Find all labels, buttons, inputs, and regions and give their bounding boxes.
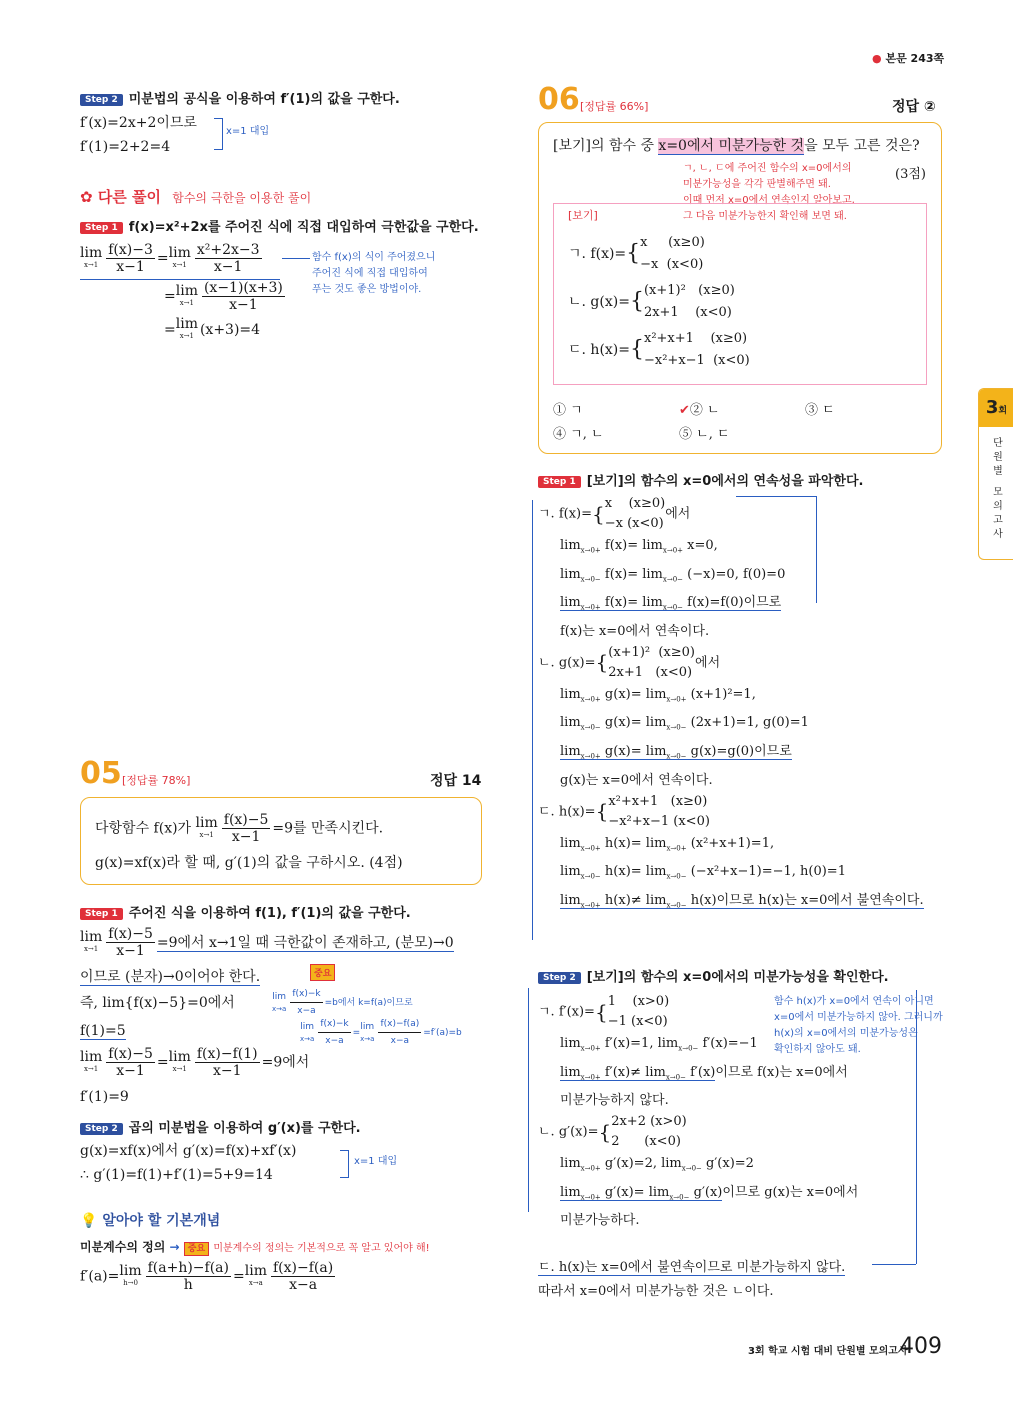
q06-blue-note: 함수 h(x)가 x=0에서 연속이 아니면 x=0에서 미분가능하지 않아. 그러니까 h(x)의 x=0에서의 미분가능성은 확인하지 않아도 돼. xyxy=(774,996,943,1055)
q06-conclusion1: ㄷ. h(x)는 x=0에서 불연속이므로 미분가능하지 않다. xyxy=(538,1260,846,1275)
alt-solution-subtitle: 함수의 극한을 이용한 풀이 xyxy=(172,191,312,205)
question-number: 05 xyxy=(80,756,122,791)
step-badge: Step 2 xyxy=(80,1123,123,1135)
q05-step1-heading xyxy=(80,902,411,921)
step-text: 미분법의 공식을 이용하여 f′(1)의 값을 구한다. xyxy=(128,92,400,107)
alt-solution-math: lim x→1 $\frac{f(x)-3}{x-1}$ =lim x→1 $\frac{\text{x²+2x−3}}{x-1}$ =lim x→1 $\frac{(x-1)(x+3)}{x-1}$ =lim x→1 (x+3)=4 xyxy=(80,242,283,340)
reference-text: 본문 243쪽 xyxy=(885,52,945,65)
q05-step1-line3: 즉, lim{f(x)−5}=0에서 xyxy=(80,995,235,1011)
concept-label-row xyxy=(80,1238,430,1257)
substitute-note: x=1 대입 xyxy=(226,126,270,137)
q06-step2-heading xyxy=(538,966,889,985)
circle-icon: ● xyxy=(872,52,882,65)
prompt: [보기]의 함수 중 x=0에서 미분가능한 것을 모두 고른 것은? xyxy=(553,138,920,154)
correct-rate: [정답률 66%] xyxy=(580,100,649,113)
q05-step2-line1: g(x)=xf(x)에서 g′(x)=f(x)+xf′(x) xyxy=(80,1143,297,1159)
q05-note2: lim x→a $\frac{f(x)-k}{x-a}$ =lim x→a $\frac{f(x)-f(a)}{x-a}$ =f′(a)=b xyxy=(300,1016,462,1049)
page-number: 409 xyxy=(900,1334,942,1359)
bracket-connector xyxy=(214,118,223,150)
flower-icon: ✿ xyxy=(80,188,93,206)
derivative-line-1: f′(x)=2x+2이므로 xyxy=(80,115,197,131)
q05-step2-heading xyxy=(80,1117,361,1136)
side-tab-label: 단원별 모의고사 xyxy=(990,437,1002,543)
q05-step1-line6: f′(1)=9 xyxy=(80,1089,129,1105)
q06-step1-work: ㄱ. f(x)={x (x≥0) −x (x<0)에서 $\lim_{x\to 0+} f(x)= \lim_{x\to 0+} x=0$, $\lim_{x\to 0-} f(x)= \lim_{x\to 0-} (-x)=0$, f(0)=0 $\lim_{x\to 0+} f(x)= \lim_{x\to 0-} f(x)=f(0)$이므로 f(x)는 x=0에서 연속이다. ㄴ. g(x)={(x+1)² (x≥0) 2x+1 (x<0)에서 $\lim_{x\to 0+} g(x)= \lim_{x\to 0+} (x+1)^2=1$, $\lim_{x\to 0-} g(x)= \lim_{x\to 0-} (2x+1)=1$, g(0)=1 $\lim_{x\to 0+} g(x)= \lim_{x\to 0-} g(x)=g(0)$이므로 g(x)는 x=0에서 연속이다. ㄷ. h(x)={x²+x+1 (x≥0) −x²+x−1 (x<0) $\lim_{x\to 0+} h(x)= \lim_{x\to 0+} (x^2+x+1)=1$, $\lim_{x\to 0-} h(x)= \lim_{x\to 0-} (-x^2+x-1)=-1$, h(0)=1 $\lim_{x\to 0+} h(x)\ne \lim_{x\to 0-} h(x)$이므로 h(x)는 x=0에서 불연속이다. xyxy=(538,496,924,910)
left-step2-heading xyxy=(80,88,400,107)
connector-line xyxy=(528,988,535,1212)
prompt-text: g(x)=xf(x)라 할 때, g′(1)의 값을 구하시오. (4점) xyxy=(95,855,403,871)
step-badge: Step 2 xyxy=(80,94,123,106)
side-tab-number: 3회 xyxy=(979,389,1013,427)
underline xyxy=(80,279,280,280)
concept-title: 💡 알아야 할 기본개념 xyxy=(80,1213,221,1229)
choice-5[interactable]: ⑤ ㄴ, ㄷ xyxy=(679,427,730,442)
bracket-connector xyxy=(340,1150,349,1178)
step-badge: Step 1 xyxy=(80,908,123,920)
question-box xyxy=(538,122,942,454)
arrow-connector xyxy=(872,1264,916,1265)
choice-3[interactable]: ③ ㄷ xyxy=(805,403,835,418)
step-text: [보기]의 함수의 x=0에서의 연속성을 파악한다. xyxy=(586,474,864,489)
step-badge: Step 1 xyxy=(538,476,581,488)
answer: 정답 14 xyxy=(430,773,482,789)
prompt-text: 다항함수 f(x)가 xyxy=(95,820,192,837)
important-badge: 중요 xyxy=(310,964,335,981)
step-badge: Step 2 xyxy=(538,972,581,984)
concept-label: 미분계수의 정의 xyxy=(80,1240,166,1254)
q05-step1-line1: lim x→1 $\frac{f(x)-5}{x-1}$ =9에서 x→1일 때 극한값이 존재하고, (분모)→0 xyxy=(80,926,454,959)
step-text: 곱의 미분법을 이용하여 g′(x)를 구한다. xyxy=(128,1121,361,1136)
choice-1[interactable]: ① ㄱ xyxy=(553,403,583,418)
q05-step1-line2: 이므로 (분자)→0이어야 한다. xyxy=(80,969,261,985)
checkmark-icon: ✔ xyxy=(679,403,690,418)
bogi-label: [보기] xyxy=(568,209,598,222)
footer-text: 3회 학교 시험 대비 단원별 모의고사 xyxy=(748,1346,908,1357)
q05-step2-line2: ∴ g′(1)=f(1)+f′(1)=5+9=14 xyxy=(80,1167,273,1183)
q05-step1-line4: f(1)=5 xyxy=(80,1023,126,1039)
alt-solution-title: ✿ 다른 풀이 함수의 극한을 이용한 풀이 xyxy=(80,188,312,206)
connector-line xyxy=(916,990,917,1264)
choice-4[interactable]: ④ ㄱ, ㄴ xyxy=(553,427,604,442)
q06-step2-work: ㄱ. f′(x)={1 (x>0) −1 (x<0) $\lim_{x\to 0+} f'(x)=1$, $\lim_{x\to 0-} f'(x)=-1$ $\lim_{x\to 0+} f'(x)\ne \lim_{x\to 0-} f'(x)$이므로 f(x)는 x=0에서 미분가능하지 않다. ㄴ. g′(x)={2x+2 (x>0) 2 (x<0) $\lim_{x\to 0+} g'(x)=2$, $\lim_{x\to 0-} g'(x)=2$ $\lim_{x\to 0+} g'(x)= \lim_{x\to 0-} g'(x)$이므로 g(x)는 x=0에서 미분가능하다. xyxy=(538,994,859,1229)
question-box: 다항함수 f(x)가 lim x→1 $\frac{f(x)-5}{x-1}$ =9를 만족시킨다. g(x)=xf(x)라 할 때, g′(1)의 값을 구하시오. (4점) xyxy=(80,797,482,885)
q05-note1: lim x→a $\frac{f(x)-k}{x-a}$ =b에서 k=f(a)이므로 xyxy=(272,986,413,1019)
derivative-line-2: f′(1)=2+2=4 xyxy=(80,139,171,155)
step-badge: Step 1 xyxy=(80,222,123,234)
lightbulb-icon: 💡 xyxy=(80,1213,98,1229)
substitute-note: x=1 대입 xyxy=(354,1156,398,1167)
bogi-functions: ㄱ. f(x)={x (x≥0) −x (x<0) ㄴ. g(x)={(x+1)² (x≥0) 2x+1 (x<0) ㄷ. h(x)={x²+x+1 (x≥0) −x²+x−1 (x<0) xyxy=(568,235,750,368)
arrow-icon: → xyxy=(169,1240,180,1254)
answer: 정답 ② xyxy=(892,99,936,115)
step-text: [보기]의 함수의 x=0에서의 미분가능성을 확인한다. xyxy=(586,970,889,985)
concept-note: 미분계수의 정의는 기본적으로 꼭 알고 있어야 해! xyxy=(213,1243,430,1254)
connector-line xyxy=(532,500,539,940)
derivative-definition: f′(a)=lim h→0 $\frac{f(a+h)-f(a)}{h}$ =lim x→a $\frac{f(x)-f(a)}{x-a}$ xyxy=(80,1260,334,1293)
question-note: ㄱ, ㄴ, ㄷ에 주어진 함수의 x=0에서의 미분가능성을 각각 판별해주면 돼. 이때 먼저 x=0에서 연속인지 알아보고, 그 다음 미분가능한지 확인해 보면 돼. xyxy=(683,163,855,222)
points: (3점) xyxy=(895,167,926,182)
alt-step1-heading xyxy=(80,216,479,235)
q05-step1-line5: lim x→1 $\frac{f(x)-5}{x-1}$ =lim x→1 $\frac{f(x)-f(1)}{x-1}$ =9에서 xyxy=(80,1046,310,1079)
q06-step1-heading xyxy=(538,470,863,489)
prompt-text: =9를 만족시킨다. xyxy=(272,820,384,837)
important-badge: 중요 xyxy=(184,1242,209,1256)
step-text: f(x)=x²+2x를 주어진 식에 직접 대입하여 극한값을 구한다. xyxy=(128,220,479,235)
correct-rate: [정답률 78%] xyxy=(122,774,191,787)
choice-2[interactable]: ✔② ㄴ xyxy=(679,403,720,418)
q06-conclusion2: 따라서 x=0에서 미분가능한 것은 ㄴ이다. xyxy=(538,1284,774,1299)
bogi-box xyxy=(553,203,927,385)
connector-line xyxy=(736,496,817,603)
arrow-connector xyxy=(282,258,310,259)
side-tab[interactable] xyxy=(978,388,1013,560)
step-text: 주어진 식을 이용하여 f(1), f′(1)의 값을 구한다. xyxy=(128,906,411,921)
alt-solution-note: 함수 f(x)의 식이 주어졌으니 주어진 식에 직접 대입하여 푸는 것도 좋은 방법이야. xyxy=(312,252,436,295)
question-number: 06 xyxy=(538,82,580,117)
page-reference xyxy=(872,50,944,66)
